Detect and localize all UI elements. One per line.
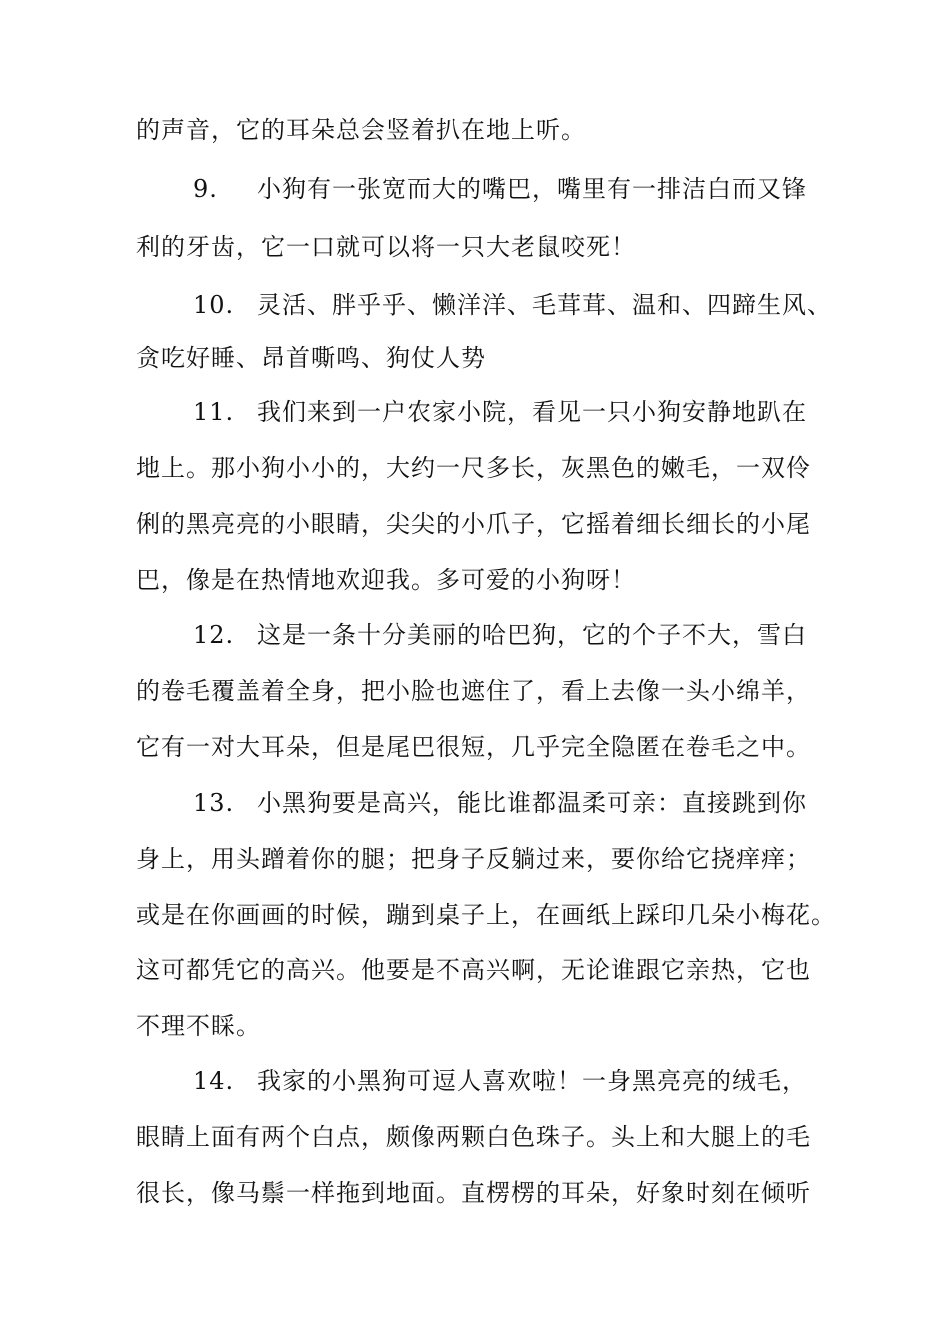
- text-line: 很长，像马鬃一样拖到地面。直楞楞的耳朵，好象时刻在倾听: [136, 1179, 811, 1207]
- text-line: 这可都凭它的高兴。他要是不高兴啊，无论谁跟它亲热，它也: [136, 956, 811, 984]
- text-line: 地上。那小狗小小的，大约一尺多长，灰黑色的嫩毛，一双伶: [136, 454, 811, 482]
- text-line: 或是在你画画的时候，蹦到桌子上，在画纸上踩印几朵小梅花。: [136, 901, 836, 929]
- item-text: 我家的小黑狗可逗人喜欢啦！一身黑亮亮的绒毛，: [257, 1067, 807, 1095]
- text-line: 的声音，它的耳朵总会竖着扒在地上听。: [136, 116, 586, 144]
- item-text: 这是一条十分美丽的哈巴狗，它的个子不大，雪白: [257, 621, 807, 649]
- list-item-9: [193, 169, 807, 209]
- item-text: 我们来到一户农家小院，看见一只小狗安静地趴在: [257, 398, 807, 426]
- item-number: 10.: [193, 291, 235, 319]
- item-number: 14.: [193, 1067, 235, 1095]
- item-number: 11.: [193, 398, 235, 426]
- text-line: 身上，用头蹭着你的腿；把身子反躺过来，要你给它挠痒痒；: [136, 845, 811, 873]
- text-line: 利的牙齿，它一口就可以将一只大老鼠咬死！: [136, 233, 636, 261]
- item-number: 12.: [193, 621, 235, 649]
- text-line: 眼睛上面有两个白点，颇像两颗白色珠子。头上和大腿上的毛: [136, 1123, 811, 1151]
- list-item-13: [193, 783, 807, 823]
- list-item-12: [193, 615, 807, 655]
- item-text: 灵活、胖乎乎、懒洋洋、毛茸茸、温和、四蹄生风、: [257, 291, 832, 319]
- item-text: 小狗有一张宽而大的嘴巴，嘴里有一排洁白而又锋: [257, 175, 807, 203]
- list-item-10: [193, 285, 832, 325]
- text-line: 俐的黑亮亮的小眼睛，尖尖的小爪子，它摇着细长细长的小尾: [136, 510, 811, 538]
- text-line: 它有一对大耳朵，但是尾巴很短，几乎完全隐匿在卷毛之中。: [136, 733, 811, 761]
- item-text: 小黑狗要是高兴，能比谁都温柔可亲：直接跳到你: [257, 789, 807, 817]
- text-line: 的卷毛覆盖着全身，把小脸也遮住了，看上去像一头小绵羊，: [136, 677, 811, 705]
- list-item-11: [193, 392, 807, 432]
- text-line: 贪吃好睡、昂首嘶鸣、狗仗人势: [136, 344, 486, 372]
- text-line: 不理不睬。: [136, 1012, 261, 1040]
- item-number: 13.: [193, 789, 235, 817]
- item-number: 9.: [193, 175, 218, 203]
- text-line: 巴，像是在热情地欢迎我。多可爱的小狗呀！: [136, 566, 636, 594]
- list-item-14: [193, 1061, 807, 1101]
